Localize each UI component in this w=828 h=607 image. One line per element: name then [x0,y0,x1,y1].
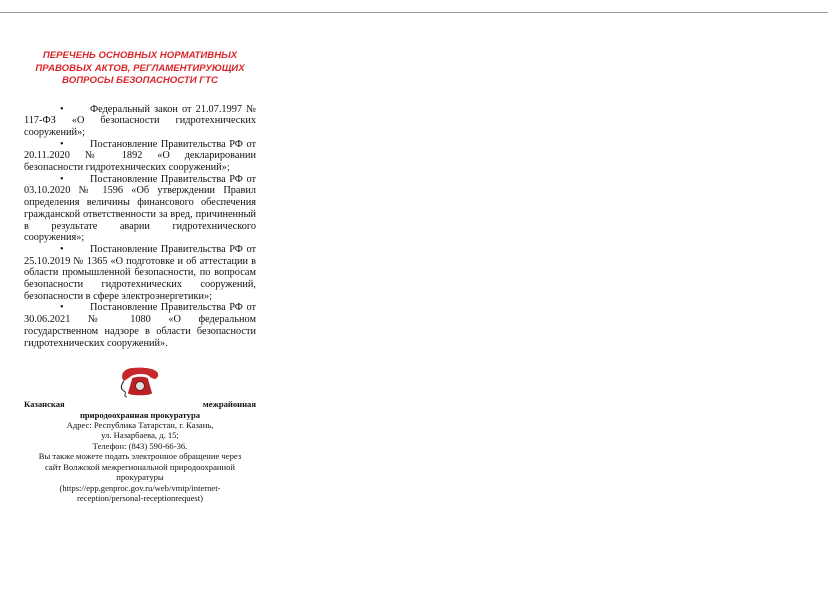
list-item-text: Постановление Правительства РФ от 03.10.2020 № 1596 «Об утверждении Правил определения величины финансового обеспечения гражданской ответственности за вред, причиненный в результате аварии гидротехнического сооружения»; [24,173,256,244]
list-item [24,104,256,139]
phone-number: Телефон: (843) 590-66-36. [92,440,188,451]
page-title [24,50,256,88]
address-line-2: ул. Назарбаева, д. 15; [101,430,179,441]
title-line-1: ПЕРЕЧЕНЬ ОСНОВНЫХ НОРМАТИВНЫХ [42,50,238,61]
list-item-text: Постановление Правительства РФ от 20.11.2020 № 1892 «О декларировании безопасности гидротехнических сооружений»; [24,138,256,174]
list-item [24,244,256,303]
note-line-1: Вы также можете подать электронное обращение через [38,451,242,462]
bullet: • [60,243,64,255]
bullet: • [60,302,64,314]
title-line-3: ВОПРОСЫ БЕЗОПАСНОСТИ ГТС [62,75,218,86]
phone-icon-wrap [24,359,256,399]
list-item-text: Постановление Правительства РФ от 30.06.2021 № 1080 «О федеральном государственном надзоре в области безопасности гидротехнических сооружений». [24,302,256,349]
title-line-2: ПРАВОВЫХ АКТОВ, РЕГЛАМЕНТИРУЮЩИХ [35,62,245,74]
page-top-border [0,0,828,13]
org-name-line-1: Казанская межрайонная [24,399,256,410]
bullet: • [60,138,64,150]
list-item [24,174,256,244]
url-line-1: (https://epp.genproc.gov.ru/web/vmtp/internet- [59,482,221,493]
list-item-text: Постановление Правительства РФ от 25.10.2019 № 1365 «О подготовке и об аттестации в области промышленной безопасности, по вопросам безопасности гидротехнических сооружений, безопасности в сфере электроэнергетики»; [24,243,256,302]
note-line-3: прокуратуры [116,472,164,483]
list-item-text: Федеральный закон от 21.07.1997 № 117-ФЗ «О безопасности гидротехнических сооружений»; [24,103,256,138]
phone-icon [118,359,162,399]
note-line-2: сайт Волжской межрегиональной природоохранной [45,461,235,472]
url-line-2: reception/personal-receptionrequest) [77,492,203,503]
org-name-line-2: природоохранная прокуратура [79,409,201,420]
legal-acts-list [24,104,256,350]
list-item [24,139,256,174]
contact-block [24,399,256,503]
leaflet-column [24,50,256,503]
bullet: • [60,173,64,185]
bullet: • [60,103,64,115]
list-item [24,302,256,349]
address-line-1: Адрес: Республика Татарстан, г. Казань, [66,420,214,431]
